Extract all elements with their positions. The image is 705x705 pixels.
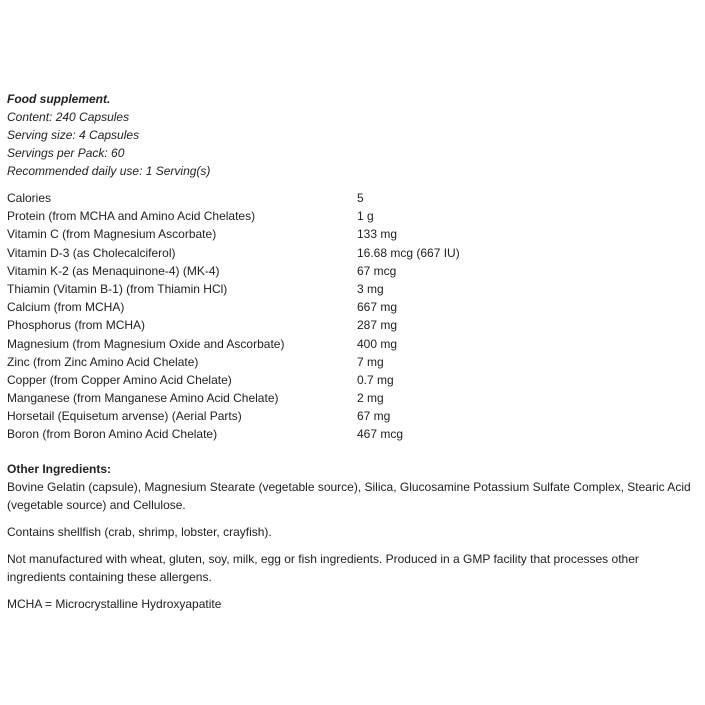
allergen-note: Contains shellfish (crab, shrimp, lobster, crayfish). bbox=[7, 524, 272, 539]
recommended-daily-use: Recommended daily use: 1 Serving(s) bbox=[7, 164, 211, 178]
product-type-title: Food supplement. bbox=[7, 92, 111, 106]
nutrient-amount: 467 mcg bbox=[357, 427, 404, 442]
nutrient-amount: 400 mg bbox=[357, 336, 398, 351]
abbreviation-note: MCHA = Microcrystalline Hydroxyapatite bbox=[7, 596, 222, 611]
nutrient-amount: 287 mg bbox=[357, 318, 398, 333]
nutrition-facts-body bbox=[7, 189, 460, 444]
nutrient-row bbox=[7, 407, 460, 425]
nutrient-name: Vitamin K-2 (as Menaquinone-4) (MK-4) bbox=[7, 263, 220, 278]
nutrient-row bbox=[7, 262, 460, 280]
nutrient-amount: 5 bbox=[357, 191, 364, 205]
nutrient-name: Protein (from MCHA and Amino Acid Chelates) bbox=[7, 209, 256, 224]
nutrient-row bbox=[7, 316, 460, 334]
nutrient-amount: 1 g bbox=[357, 209, 374, 224]
nutrient-name: Zinc (from Zinc Amino Acid Chelate) bbox=[7, 354, 199, 369]
servings-per-pack: Servings per Pack: 60 bbox=[7, 146, 125, 160]
nutrient-row bbox=[7, 189, 460, 207]
nutrient-name: Horsetail (Equisetum arvense) (Aerial Parts) bbox=[7, 409, 242, 424]
nutrient-row bbox=[7, 225, 460, 243]
nutrient-row bbox=[7, 298, 460, 316]
manufacturing-note: Not manufactured with wheat, gluten, soy, milk, egg or fish ingredients. Produced in a GMP facility that processes other ingredients containing these allergens. bbox=[7, 551, 639, 584]
nutrient-name: Calories bbox=[7, 191, 52, 205]
nutrition-facts-table bbox=[7, 189, 460, 444]
nutrient-amount: 0.7 mg bbox=[357, 372, 394, 387]
content-count: Content: 240 Capsules bbox=[7, 110, 130, 124]
nutrient-row bbox=[7, 335, 460, 353]
nutrient-amount: 67 mcg bbox=[357, 263, 397, 278]
other-ingredients-text: Bovine Gelatin (capsule), Magnesium Stearate (vegetable source), Silica, Glucosamine Potassium Sulfate Complex, Stearic Acid (vegetable source) and Cellulose. bbox=[7, 479, 691, 512]
nutrient-name: Thiamin (Vitamin B-1) (from Thiamin HCl) bbox=[7, 281, 228, 296]
nutrient-name: Manganese (from Manganese Amino Acid Chelate) bbox=[7, 391, 279, 406]
nutrient-name: Calcium (from MCHA) bbox=[7, 300, 125, 315]
nutrient-amount: 67 mg bbox=[357, 409, 391, 424]
nutrient-row bbox=[7, 244, 460, 262]
nutrient-amount: 133 mg bbox=[357, 227, 398, 242]
nutrient-name: Boron (from Boron Amino Acid Chelate) bbox=[7, 427, 218, 442]
nutrient-amount: 3 mg bbox=[357, 281, 384, 296]
nutrient-row bbox=[7, 425, 460, 443]
nutrient-name: Vitamin D-3 (as Cholecalciferol) bbox=[7, 245, 176, 260]
serving-size: Serving size: 4 Capsules bbox=[7, 128, 140, 142]
nutrient-name: Copper (from Copper Amino Acid Chelate) bbox=[7, 372, 232, 387]
nutrient-name: Magnesium (from Magnesium Oxide and Ascorbate) bbox=[7, 336, 285, 351]
supplement-info bbox=[7, 90, 699, 622]
nutrient-amount: 667 mg bbox=[357, 300, 398, 315]
nutrient-amount: 2 mg bbox=[357, 391, 384, 406]
nutrient-row bbox=[7, 207, 460, 225]
nutrient-row bbox=[7, 280, 460, 298]
nutrient-amount: 16.68 mcg (667 IU) bbox=[357, 245, 460, 260]
nutrient-amount: 7 mg bbox=[357, 354, 384, 369]
nutrient-row bbox=[7, 371, 460, 389]
nutrient-row bbox=[7, 353, 460, 371]
nutrient-name: Phosphorus (from MCHA) bbox=[7, 318, 146, 333]
nutrient-row bbox=[7, 389, 460, 407]
other-ingredients-heading: Other Ingredients: bbox=[7, 461, 112, 476]
nutrient-name: Vitamin C (from Magnesium Ascorbate) bbox=[7, 227, 217, 242]
